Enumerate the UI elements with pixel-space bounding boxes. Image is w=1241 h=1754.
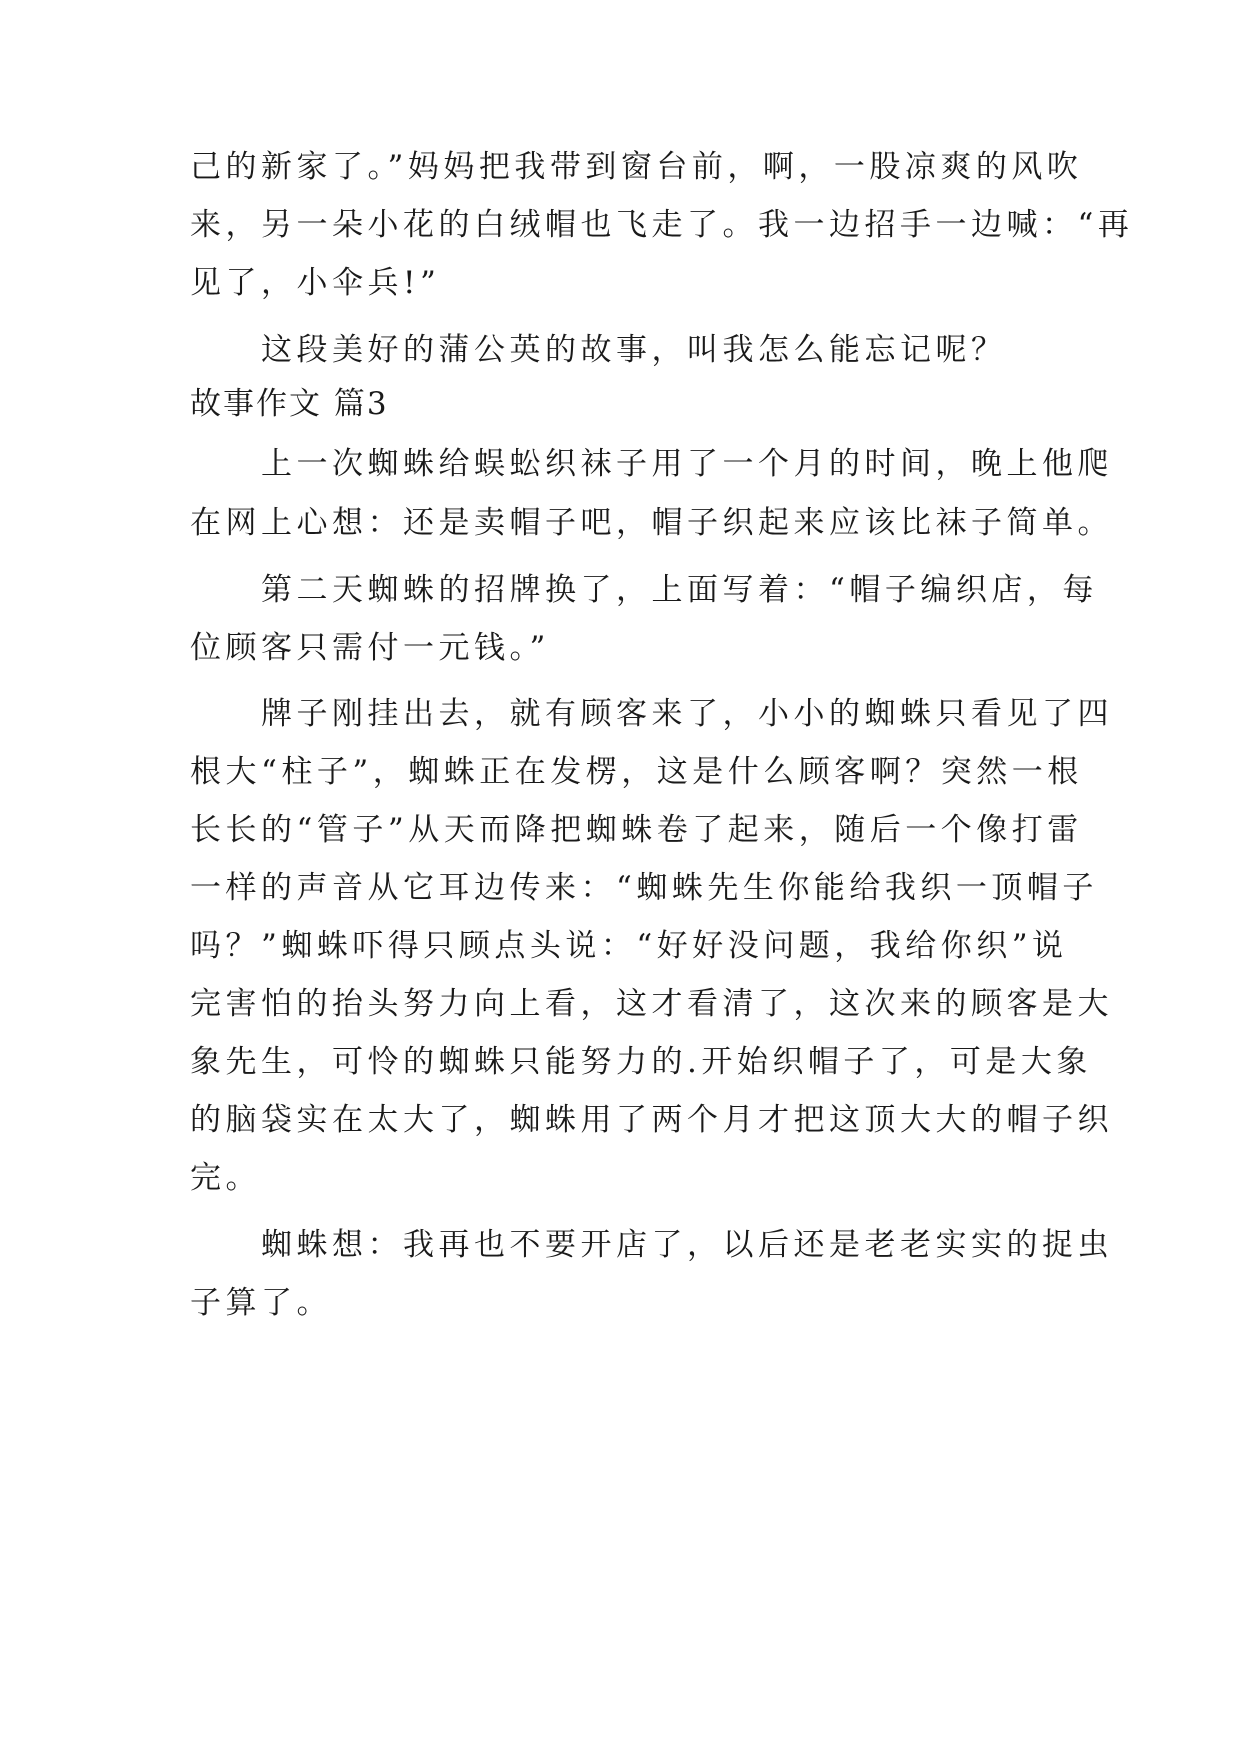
text-line: 牌子刚挂出去，就有顾客来了，小小的蜘蛛只看见了四	[190, 696, 1113, 732]
text-line: 的脑袋实在太大了，蜘蛛用了两个月才把这顶大大的帽子织	[190, 1102, 1113, 1138]
text-line: 完。	[190, 1160, 261, 1196]
text-line: 蜘蛛想：我再也不要开店了，以后还是老老实实的捉虫	[190, 1227, 1113, 1263]
text-line: 完害怕的抬头努力向上看，这才看清了，这次来的顾客是大	[190, 986, 1113, 1022]
text-line: 在网上心想：还是卖帽子吧，帽子织起来应该比袜子简单。	[190, 505, 1113, 541]
text-line: 上一次蜘蛛给蜈蚣织袜子用了一个月的时间，晚上他爬	[190, 446, 1113, 482]
text-line: 第二天蜘蛛的招牌换了，上面写着：“帽子编织店，每	[190, 572, 1098, 608]
section-heading: 故事作文 篇3	[190, 386, 389, 422]
text-line: 子算了。	[190, 1285, 332, 1321]
text-line: 位顾客只需付一元钱。”	[190, 630, 550, 666]
text-line: 来，另一朵小花的白绒帽也飞走了。我一边招手一边喊：“再	[190, 207, 1134, 243]
text-line: 己的新家了。”妈妈把我带到窗台前，啊，一股凉爽的风吹	[190, 149, 1083, 185]
text-line: 一样的声音从它耳边传来：“蜘蛛先生你能给我织一顶帽子	[190, 870, 1098, 906]
text-line: 长长的“管子”从天而降把蜘蛛卷了起来，随后一个像打雷	[190, 812, 1083, 848]
text-line: 见了，小伞兵!”	[190, 265, 441, 301]
text-line: 象先生，可怜的蜘蛛只能努力的.开始织帽子了，可是大象	[190, 1044, 1092, 1080]
text-line: 这段美好的蒲公英的故事，叫我怎么能忘记呢？	[190, 332, 1007, 368]
text-line: 吗？”蜘蛛吓得只顾点头说：“好好没问题，我给你织”说	[190, 928, 1068, 964]
text-line: 根大“柱子”，蜘蛛正在发楞，这是什么顾客啊？突然一根	[190, 754, 1083, 790]
